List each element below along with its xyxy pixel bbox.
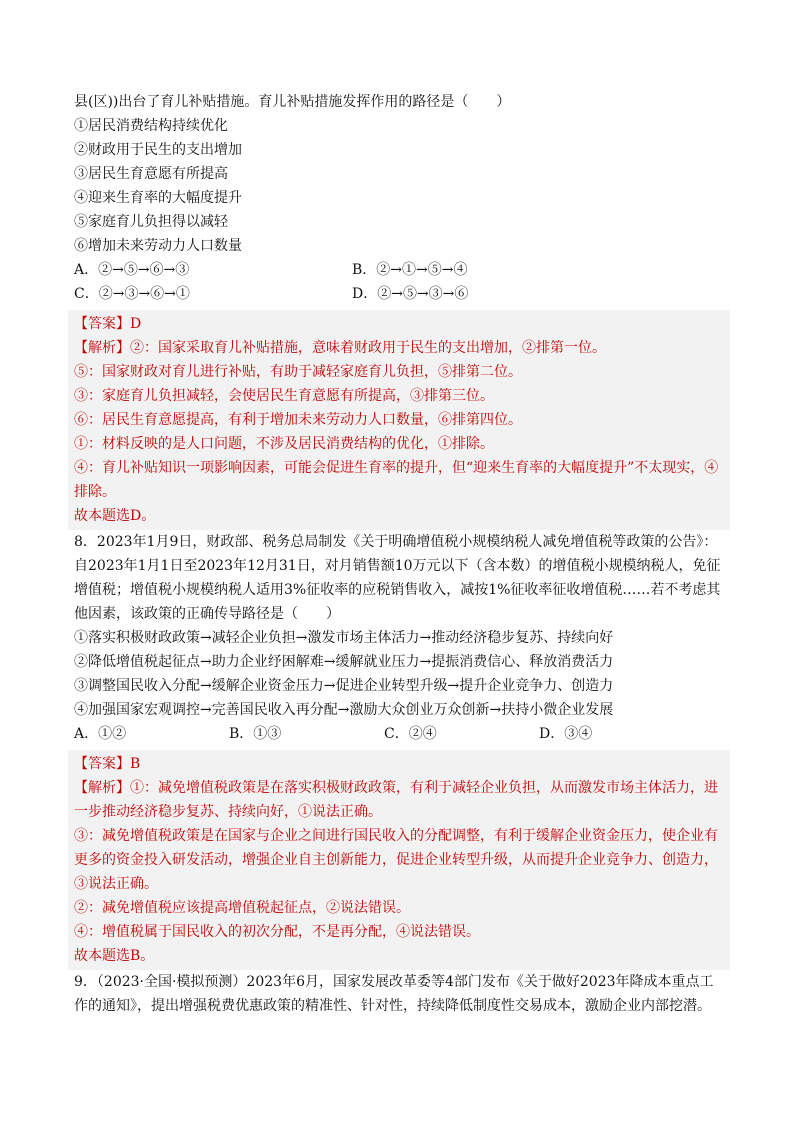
q8-stem: 8．2023年1月9日，财政部、税务总局制发《关于明确增值税小规模纳税人减免增值税等政策的公告》：自2023年1月1日至2023年12月31日，对月销售额10万元以下（含本数）的增值税小规模纳税人，免征增值税；增值税小规模纳税人适用3%征收率的应税销售收入，减按1%征收率征收增值税……若不考虑其他因素，该政策的正确传导路径是（ ） [74,534,721,622]
q8-analysis-3: ②：减免增值税应该提高增值税起征点，②说法错误。 [74,900,410,916]
q7-analysis-4: ⑥：居民生育意愿提高，有利于增加未来劳动力人口数量，⑥排第四位。 [74,412,522,428]
q7-answer: 【答案】D [74,316,142,332]
q7-analysis-3: ③：家庭育儿负担减轻，会使居民生育意愿有所提高，③排第三位。 [74,388,494,404]
q8-options-row [74,722,724,746]
q7-item-2: ②财政用于民生的支出增加 [74,142,242,158]
q7-item-4: ④迎来生育率的大幅度提升 [74,190,242,206]
q7-option-c: C．②→③→⑥→① [74,286,190,302]
q8-option-a: A．①② [74,726,127,742]
q7-analysis-5: ①：材料反映的是人口问题，不涉及居民消费结构的优化，①排除。 [74,436,494,452]
q8-answer-box [68,750,730,970]
q8-option-b: B．①③ [229,726,282,742]
q7-conclusion: 故本题选D。 [74,508,156,524]
q8-item-2: ②降低增值税起征点→助力企业纾困解难→缓解就业压力→提振消费信心、释放消费活力 [74,654,614,670]
q7-item-3: ③居民生育意愿有所提高 [74,166,228,182]
q7-option-d: D．②→⑤→③→⑥ [352,286,469,302]
q7-analysis-6: ④：育儿补贴知识一项影响因素，可能会促进生育率的提升，但“迎来生育率的大幅度提升”不太现实，④排除。 [74,460,719,500]
q7-options-row-2 [74,282,724,306]
q8-answer: 【答案】B [74,756,141,772]
q9-stem: 9．（2023·全国·模拟预测）2023年6月，国家发展改革委等4部门发布《关于做好2023年降成本重点工作的通知》，提出增强税费优惠政策的精准性、针对性，持续降低制度性交易成本，激励企业内部挖潜。 [74,974,714,1014]
q8-analysis-2: ③：减免增值税政策是在国家与企业之间进行国民收入的分配调整，有利于缓解企业资金压力，使企业有更多的资金投入研发活动，增强企业自主创新能力，促进企业转型升级，从而提升企业竞争力、创造力，③说法正确。 [74,828,718,892]
q8-conclusion: 故本题选B。 [74,948,155,964]
q8-analysis-4: ④：增值税属于国民收入的初次分配，不是再分配，④说法错误。 [74,924,480,940]
q8-item-4: ④加强国家宏观调控→完善国民收入再分配→激励大众创业万众创新→扶持小微企业发展 [74,702,614,718]
q7-answer-box [68,310,730,530]
q8-option-d: D．③④ [539,726,593,742]
q7-analysis-2: ⑤：国家财政对育儿进行补贴，有助于减轻家庭育儿负担，⑤排第二位。 [74,364,522,380]
q8-analysis-1: 【解析】①：减免增值税政策是在落实积极财政政策，有利于减轻企业负担，从而激发市场主体活力，进一步推动经济稳步复苏、持续向好，①说法正确。 [74,780,718,820]
q7-item-5: ⑤家庭育儿负担得以减轻 [74,214,228,230]
q7-item-6: ⑥增加未来劳动力人口数量 [74,238,242,254]
q7-stem: 县(区))出台了育儿补贴措施。育儿补贴措施发挥作用的路径是（ ） [74,94,511,110]
q7-analysis-1: 【解析】②：国家采取育儿补贴措施，意味着财政用于民生的支出增加，②排第一位。 [74,340,606,356]
q8-item-3: ③调整国民收入分配→缓解企业资金压力→促进企业转型升级→提升企业竞争力、创造力 [74,678,614,694]
q7-options-row-1 [74,258,724,282]
q8-item-1: ①落实积极财政政策→减轻企业负担→激发市场主体活力→推动经济稳步复苏、持续向好 [74,630,614,646]
q7-item-1: ①居民消费结构持续优化 [74,118,228,134]
q7-option-b: B．②→①→⑤→④ [352,262,468,278]
q8-option-c: C．②④ [384,726,437,742]
question-content [74,90,724,1018]
q7-option-a: A．②→⑤→⑥→③ [74,262,190,278]
